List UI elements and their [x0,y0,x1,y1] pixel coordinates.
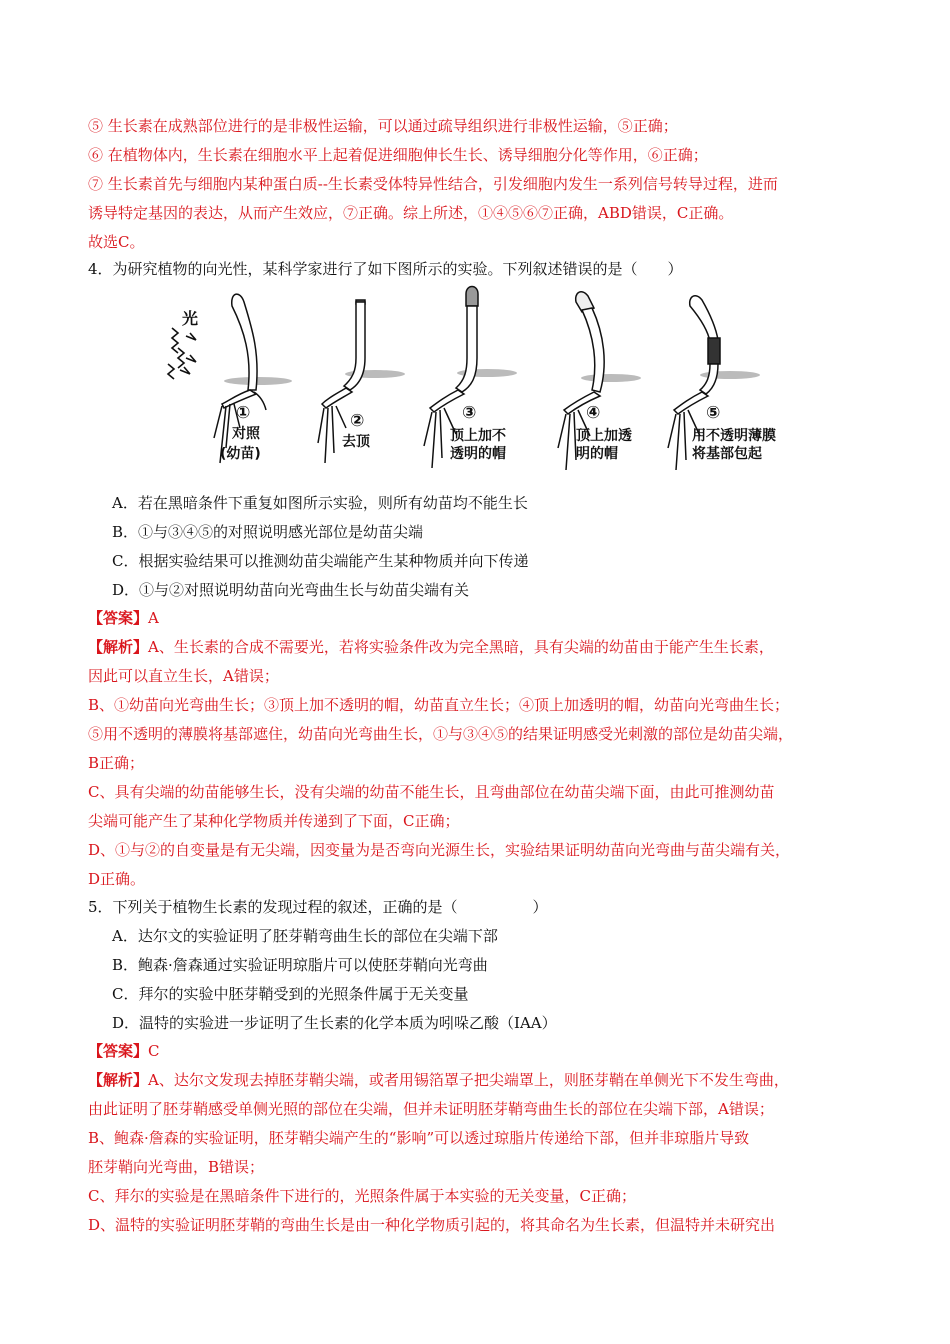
q4-analysis-line-4: ⑤用不透明的薄膜将基部遮住，幼苗向光弯曲生长，①与③④⑤的结果证明感受光刺激的部位是幼苗尖端， [88,725,794,743]
plant-2-number: ② [350,411,365,431]
plant-3-label-1: 顶上加不 [450,428,506,444]
q5-analysis-line-2: 由此证明了胚芽鞘感受单侧光照的部位在尖端，但并未证明胚芽鞘弯曲生长的部位在尖端下部，A错误； [88,1100,774,1118]
q4-answer-tag: 【答案】 [88,609,149,627]
q4-analysis-line-2: 因此可以直立生长，A错误； [88,667,279,685]
q4-analysis-line-5: B正确； [88,754,145,772]
q4-option-b: B．①与③④⑤的对照说明感光部位是幼苗尖端 [112,523,424,541]
light-arrows-icon [168,328,196,379]
plant-4-number: ④ [586,403,601,423]
q5-analysis-line-4: 胚芽鞘向光弯曲，B错误； [88,1158,265,1176]
q5-analysis-line-5: C、拜尔的实验是在黑暗条件下进行的，光照条件属于本实验的无关变量，C正确； [88,1187,636,1205]
q3-analysis-line-6: ⑥ 在植物体内，生长素在细胞水平上起着促进细胞伸长生长、诱导细胞分化等作用，⑥正确； [88,146,708,164]
plant-3-label-2: 透明的帽 [450,446,506,462]
q4-stem: 4．为研究植物的向光性，某科学家进行了如下图所示的实验。下列叙述错误的是（ ） [88,260,683,278]
q4-analysis-line-7: 尖端可能产生了某种化学物质并传递到了下面，C正确； [88,812,460,830]
q5-analysis-line-3: B、鲍森·詹森的实验证明，胚芽鞘尖端产生的“影响”可以透过琼脂片传递给下部，但并非琼脂片导致 [88,1129,750,1147]
q4-analysis-line-6: C、具有尖端的幼苗能够生长，没有尖端的幼苗不能生长，且弯曲部位在幼苗尖端下面，由此可推测幼苗 [88,783,775,801]
plant-5-label-2: 将基部包起 [692,446,762,462]
q4-analysis-text-1: A、生长素的合成不需要光，若将实验条件改为完全黑暗，具有尖端的幼苗由于能产生生长素， [148,638,774,656]
q5-option-d: D．温特的实验进一步证明了生长素的化学本质为吲哚乙酸（IAA） [112,1014,557,1032]
plant-5-label-1: 用不透明薄膜 [692,428,776,444]
plant-3-number: ③ [462,403,477,423]
q4-option-c: C．根据实验结果可以推测幼苗尖端能产生某种物质并向下传递 [112,552,529,570]
q5-option-b: B．鲍森·詹森通过实验证明琼脂片可以使胚芽鞘向光弯曲 [112,956,488,974]
q3-analysis-line-5: ⑤ 生长素在成熟部位进行的是非极性运输，可以通过疏导组织进行非极性运输，⑤正确； [88,117,678,135]
q4-option-d: D．①与②对照说明幼苗向光弯曲生长与幼苗尖端有关 [112,581,470,599]
q3-analysis-line-7b: 诱导特定基因的表达，从而产生效应，⑦正确。综上所述，①④⑤⑥⑦正确，ABD错误，C正确。 [88,204,734,222]
q5-answer-value: C [148,1042,160,1060]
q5-answer-tag: 【答案】 [88,1042,149,1060]
q3-conclusion: 故选C。 [88,233,145,251]
q4-experiment-figure [160,278,800,478]
plant-1-label-2: (幼苗) [220,446,261,462]
q4-analysis-line-8: D、①与②的自变量是有无尖端，因变量为是否弯向光源生长，实验结果证明幼苗向光弯曲与苗尖端有关， [88,841,791,859]
q5-analysis-line-1 [88,1070,789,1090]
plant-2-label-1: 去顶 [342,434,370,450]
light-label: 光 [182,309,199,328]
q5-stem: 5．下列关于植物生长素的发现过程的叙述，正确的是（ ） [88,898,548,916]
q4-analysis-line-3: B、①幼苗向光弯曲生长；③顶上加不透明的帽，幼苗直立生长；④顶上加透明的帽，幼苗向光弯曲生长； [88,696,790,714]
q5-option-a: A．达尔文的实验证明了胚芽鞘弯曲生长的部位在尖端下部 [112,927,498,945]
q5-answer [88,1041,160,1061]
q5-option-c: C．拜尔的实验中胚芽鞘受到的光照条件属于无关变量 [112,985,469,1003]
plant-1-label-1: 对照 [232,426,260,442]
q4-answer [88,608,159,628]
plant-5-number: ⑤ [706,403,721,423]
plant-4-label-2: 明的帽 [576,446,618,462]
q5-analysis-line-6: D、温特的实验证明胚芽鞘的弯曲生长是由一种化学物质引起的，将其命名为生长素，但温特并未研究出 [88,1216,776,1234]
q4-option-a: A．若在黑暗条件下重复如图所示实验，则所有幼苗均不能生长 [112,494,528,512]
q5-analysis-tag: 【解析】 [88,1071,149,1089]
q3-analysis-line-7a: ⑦ 生长素首先与细胞内某种蛋白质--生长素受体特异性结合，引发细胞内发生一系列信号转导过程，进而 [88,175,778,193]
plant-4-label-1: 顶上加透 [576,428,632,444]
q5-analysis-text-1: A、达尔文发现去掉胚芽鞘尖端，或者用锡箔罩子把尖端罩上，则胚芽鞘在单侧光下不发生弯曲， [148,1071,789,1089]
q4-analysis-line-1 [88,637,774,657]
plant-1-number: ① [236,403,251,423]
q4-answer-value: A [148,609,159,627]
q4-analysis-tag: 【解析】 [88,638,149,656]
q4-analysis-line-9: D正确。 [88,870,146,888]
